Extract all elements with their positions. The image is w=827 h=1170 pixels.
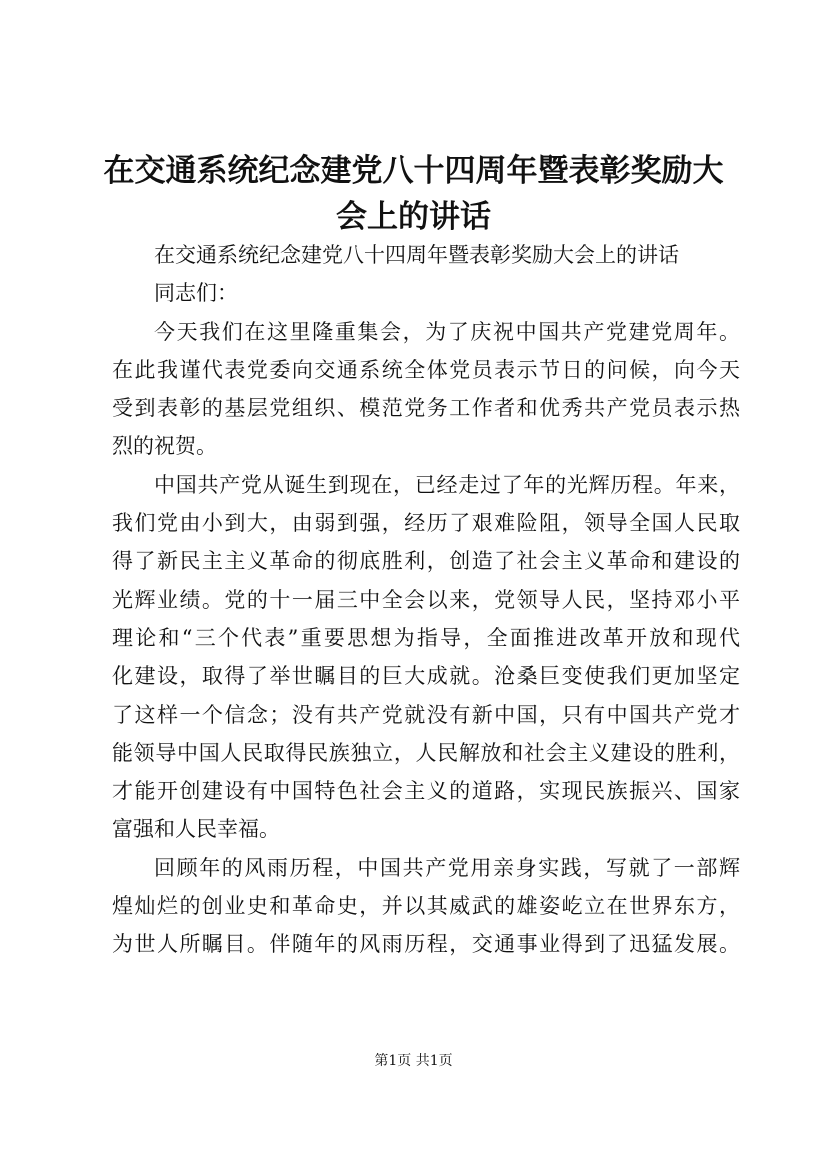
- body-line: 得了新民主主义革命的彻底胜利，创造了社会主义革命和建设的: [112, 549, 740, 574]
- body-line: 理论和“三个代表”重要思想为指导，全面推进改革开放和现代: [112, 625, 740, 650]
- body-line: 回顾年的风雨历程，中国共产党用亲身实践，写就了一部辉: [154, 855, 740, 880]
- title-line-1: 在交通系统纪念建党八十四周年暨表彰奖励大: [103, 153, 724, 189]
- body-line: 今天我们在这里隆重集会，为了庆祝中国共产党建党周年。: [154, 319, 740, 344]
- body-line: 为世人所瞩目。伴随年的风雨历程，交通事业得到了迅猛发展。: [112, 932, 740, 957]
- body-line: 我们党由小到大，由弱到强，经历了艰难险阻，领导全国人民取: [112, 511, 740, 536]
- body-line: 煌灿烂的创业史和革命史，并以其威武的雄姿屹立在世界东方，: [112, 894, 740, 919]
- document-body: [112, 236, 740, 964]
- body-line: 烈的祝贺。: [112, 434, 217, 459]
- body-line: 化建设，取得了举世瞩目的巨大成就。沧桑巨变使我们更加坚定: [112, 664, 740, 689]
- document-title: [100, 148, 727, 240]
- body-line: 了这样一个信念；没有共产党就没有新中国，只有中国共产党才: [112, 702, 740, 727]
- body-line: 在此我谨代表党委向交通系统全体党员表示节日的问候，向今天: [112, 357, 740, 382]
- title-line-2: 会上的讲话: [336, 199, 491, 235]
- page-footer: 第1页 共1页: [374, 1053, 453, 1069]
- body-line: 能领导中国人民取得民族独立，人民解放和社会主义建设的胜利，: [112, 740, 740, 765]
- body-line: 富强和人民幸福。: [112, 817, 280, 842]
- body-line: 才能开创建设有中国特色社会主义的道路，实现民族振兴、国家: [112, 779, 740, 804]
- body-line: 受到表彰的基层党组织、模范党务工作者和优秀共产党员表示热: [112, 396, 740, 421]
- body-line: 光辉业绩。党的十一届三中全会以来，党领导人民，坚持邓小平: [112, 587, 740, 612]
- subtitle-line: 在交通系统纪念建党八十四周年暨表彰奖励大会上的讲话: [154, 243, 679, 267]
- body-line: 中国共产党从诞生到现在，已经走过了年的光辉历程。年来，: [154, 472, 740, 497]
- salutation-line: 同志们：: [154, 281, 238, 306]
